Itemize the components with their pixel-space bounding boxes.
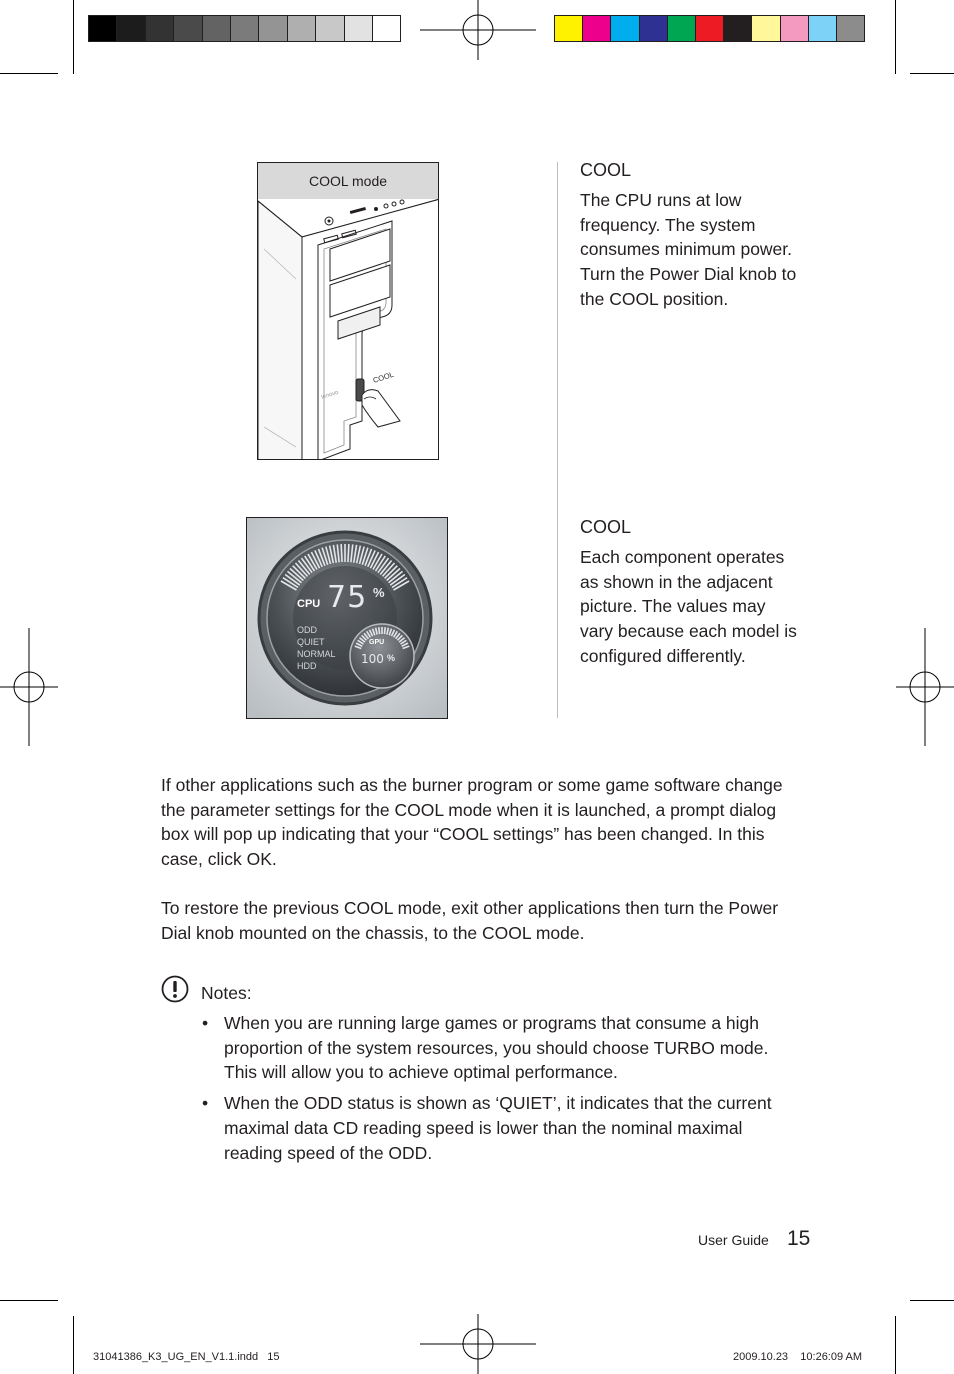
brand-text: lenovo	[320, 389, 340, 401]
color-swatch	[88, 15, 117, 42]
paragraph-text-line: Dial knob mounted on the chassis, to the COOL mode.	[161, 922, 585, 943]
section-text-line: The CPU runs at low	[580, 190, 742, 210]
section-title: COOL	[580, 160, 632, 180]
column-divider	[557, 162, 558, 718]
tower-illustration	[258, 199, 439, 460]
note-line: maximal data CD reading speed is lower than the nominal maximal	[224, 1117, 743, 1138]
section-text-line: as shown in the adjacent	[580, 571, 773, 592]
section-cool-components-description	[580, 515, 820, 669]
paragraph-text-line: To restore the previous COOL mode, exit other applications then turn the Power	[161, 898, 779, 918]
gauge-tick	[384, 627, 385, 634]
paragraph-text-line: the parameter settings for the COOL mode when it is launched, a prompt dialog	[161, 799, 777, 820]
figure-cool-mode-tower	[257, 162, 439, 460]
gauge-tick	[348, 544, 349, 562]
figure-gauge	[246, 517, 448, 719]
color-swatch	[751, 15, 780, 42]
status-item: NORMAL	[297, 649, 336, 659]
note-line: proportion of the system resources, you should choose TURBO mode.	[224, 1037, 769, 1058]
section-title: COOL	[580, 517, 632, 537]
status-item: HDD	[297, 661, 317, 671]
color-swatch	[610, 15, 639, 42]
note-line: reading speed of the ODD.	[224, 1142, 433, 1163]
page-number: 15	[787, 1227, 811, 1250]
section-text-line: the COOL position.	[580, 288, 729, 309]
slug-filename: 31041386_K3_UG_EN_V1.1.indd 15	[93, 1351, 280, 1363]
paragraph-text-line: box will pop up indicating that your “COOL settings” has been changed. In this	[161, 824, 765, 845]
color-swatch	[145, 15, 174, 42]
color-swatch	[230, 15, 259, 42]
note-item	[196, 1011, 816, 1085]
color-swatch	[695, 15, 724, 42]
status-item: ODD	[297, 625, 317, 635]
paragraph-text-line: If other applications such as the burner program or some game software change	[161, 775, 783, 795]
color-swatch	[780, 15, 809, 42]
color-swatch	[554, 15, 583, 42]
color-swatch	[808, 15, 837, 42]
color-swatch	[723, 15, 752, 42]
color-swatch	[344, 15, 373, 42]
figure-label: COOL mode	[258, 163, 438, 199]
gpu-label: GPU	[369, 639, 385, 646]
cpu-label: CPU	[297, 598, 321, 610]
section-body	[580, 545, 820, 669]
color-swatch	[667, 15, 696, 42]
gauge-graphic	[247, 518, 447, 718]
knob-text: COOL	[371, 369, 395, 385]
bullet: •	[202, 1013, 209, 1033]
cpu-unit: %	[373, 585, 385, 600]
footer-guide-label: User Guide	[698, 1232, 769, 1248]
registration-mark-right	[896, 628, 954, 746]
cpu-value: 75	[327, 580, 368, 615]
section-cool-mode-description	[580, 158, 820, 312]
paragraph-text-line: case, click OK.	[161, 849, 277, 870]
section-text-line: consumes minimum power.	[580, 239, 793, 260]
exclamation-circle-icon	[160, 974, 190, 1004]
registration-mark-left	[0, 628, 58, 746]
notes-list	[196, 1011, 816, 1165]
section-text-line: vary because each model is	[580, 621, 797, 642]
note-line: This will allow you to achieve optimal performance.	[224, 1062, 618, 1083]
note-line: When the ODD status is shown as ‘QUIET’, it indicates that the current	[224, 1093, 772, 1114]
color-swatch	[372, 15, 401, 42]
paragraph-restore-cool-mode	[161, 896, 841, 945]
paragraph-cool-settings-changed	[161, 773, 841, 872]
color-swatch	[173, 15, 202, 42]
section-text-line: frequency. The system	[580, 214, 756, 235]
section-text-line: Each component operates	[580, 547, 785, 567]
bullet: •	[202, 1093, 209, 1114]
section-text-line: Turn the Power Dial knob to	[580, 264, 797, 285]
section-text-line: configured differently.	[580, 645, 746, 666]
color-swatch	[315, 15, 344, 42]
color-swatch	[202, 15, 231, 42]
section-text-line: picture. The values may	[580, 596, 766, 617]
note-item	[196, 1091, 816, 1165]
status-item: QUIET	[297, 637, 325, 647]
gpu-value: 100	[361, 652, 384, 666]
status-list	[297, 624, 336, 672]
color-swatch	[639, 15, 668, 42]
color-swatch	[287, 15, 316, 42]
gauge-tick	[341, 544, 342, 562]
registration-mark-top	[420, 0, 536, 60]
note-line: When you are running large games or programs that consume a high	[224, 1013, 760, 1033]
slug-datetime: 2009.10.23 10:26:09 AM	[733, 1351, 863, 1363]
gauge-tick	[379, 627, 380, 634]
color-swatch	[258, 15, 287, 42]
gpu-unit: %	[387, 653, 396, 663]
section-body	[580, 188, 820, 312]
color-swatch	[582, 15, 611, 42]
registration-mark-bottom	[420, 1314, 536, 1374]
color-swatch	[836, 15, 865, 42]
notes-heading: Notes:	[201, 983, 252, 1003]
color-swatch	[116, 15, 145, 42]
